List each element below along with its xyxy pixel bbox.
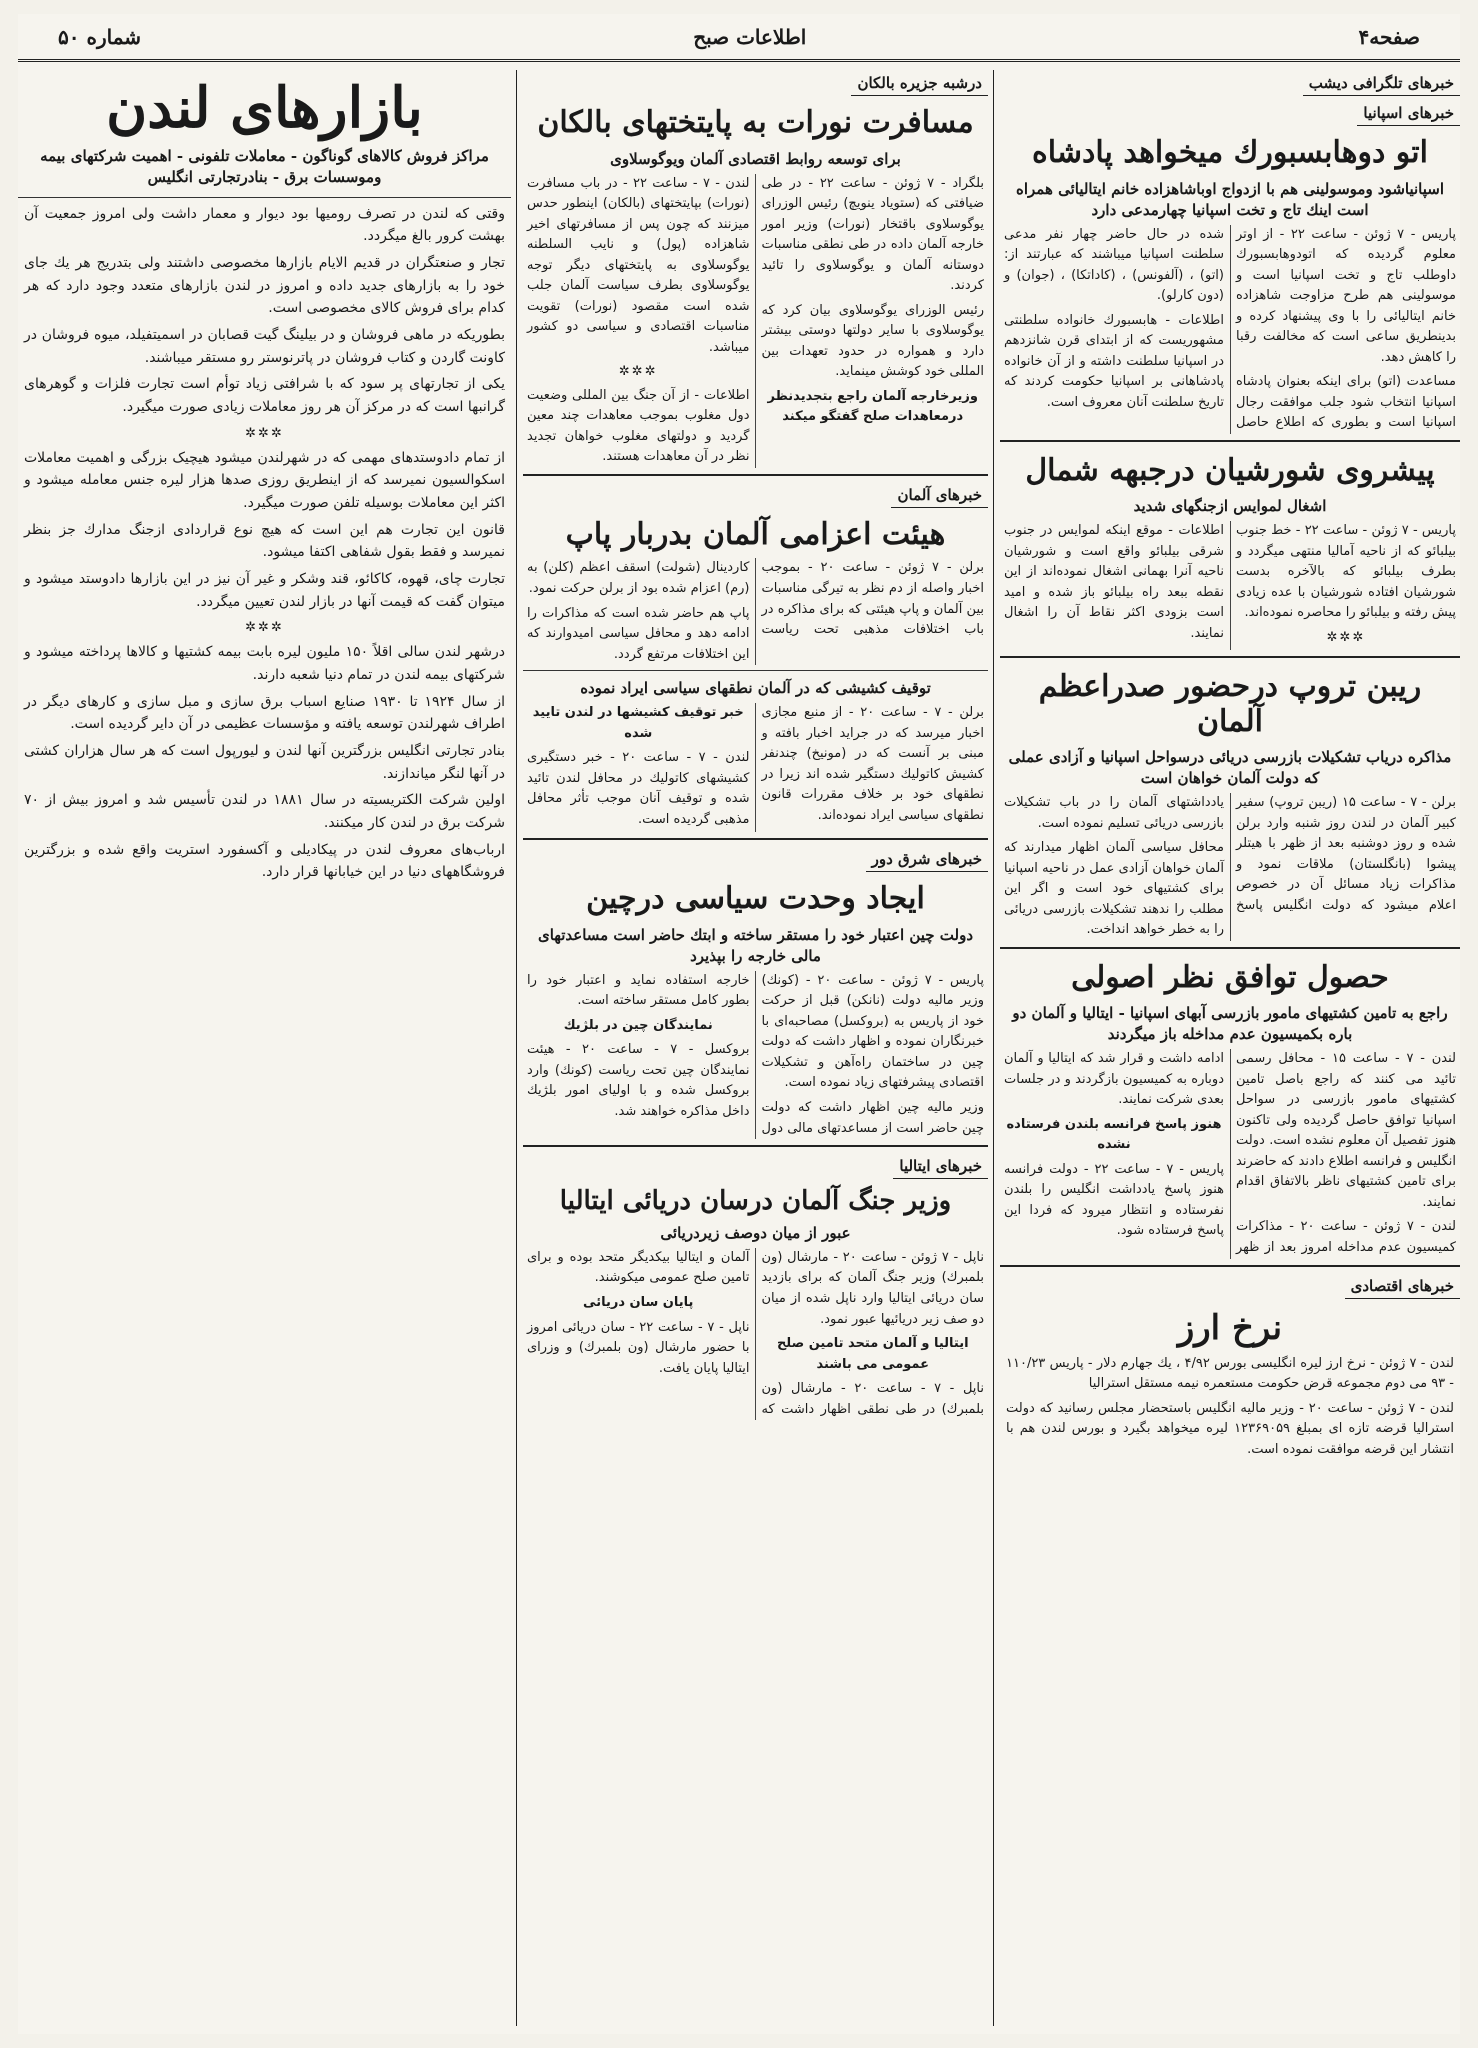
paragraph: درشهر لندن سالی اقلاً ۱۵۰ ملیون لیره بابت بیمه کشتیها و کالاها پرداخته میشود و شرکتهای بیمه لندن در تمام دنیا شعبه دارند. xyxy=(24,644,505,684)
paper-title: اطلاعات صبح xyxy=(693,24,807,49)
right-column xyxy=(1000,70,1460,2026)
paragraph: برلن - ۷ ژوئن - ساعت ۲۰ - بموجب اخبار واصله از دم نظر به تیرگی مناسبات بین آلمان و پاپ هیئتی که برای مذاکره در باب اختلافات مذهبی تحت ریاست کاردینال (شولت) اسقف اعظم (کلن) به (رم) اعزام شده بود از برلن حرکت نمود. xyxy=(527,560,985,638)
middle-column xyxy=(523,70,988,2026)
subheadline: مذاکره دریاب تشکیلات بازرسی دریائی درسواحل اسپانیا و آزادی عملی که دولت آلمان خواهان است xyxy=(1008,748,1452,787)
article-habsburg xyxy=(1000,130,1460,434)
paragraph: یکی از تجارتهای پر سود که با شرافتی زیاد توأم است تجارت فلزات و گوهرهای گرانبها است که در مرکز آن هر روز معاملات زیادی صورت میگیرد. xyxy=(24,376,505,415)
section-label: خبرهای آلمان xyxy=(891,482,988,508)
issue-number: شماره ۵۰ xyxy=(58,24,142,49)
paragraph: ناپل - ۷ ژوئن - ساعت ۲۰ - مارشال (ون بلمبرك) وزیر جنگ آلمان که برای بازدید سان دریائی ایتالیا وارد ناپل شده از میان دو صف زیر دریائیها عبور نمود. xyxy=(761,1249,984,1327)
article-body xyxy=(1000,1049,1460,1258)
paragraph: لندن - ۷ ژوئن - نرخ ارز لیره انگلیسی بورس ۴/۹۲ ، یك جهارم دلار - پاریس ۱۱۰/۲۳ - ۹۳ می دوم مجموعه قرض حکومت مستعمره نیمه مستقل استرالیا xyxy=(1006,1355,1455,1392)
article-vatican-delegation xyxy=(523,512,988,665)
article-body xyxy=(1000,521,1460,650)
paragraph: پاریس - ۷ - ساعت ۲۲ - دولت فرانسه هنوز پاسخ یادداشت انگلیس را بلندن نفرستاده و انتظار میرود که فردا این پاسخ فرستاده شود. xyxy=(1004,1161,1224,1239)
article-body xyxy=(523,558,988,665)
headline: ایجاد وحدت سیاسی درچین xyxy=(586,881,925,917)
newspaper-page xyxy=(18,14,1460,2034)
divider xyxy=(1000,1265,1460,1267)
headline: مسافرت نورات به پایتختهای بالکان xyxy=(537,105,974,140)
paragraph: ناپل - ۷ - ساعت ۲۰ - مارشال (ون بلمبرك) در طی نطقی اظهار داشت که آلمان و ایتالیا بیکدیگر متحد بوده و برای تامین صلح عمومی میکوشند. xyxy=(527,1249,984,1417)
subheadline: برای توسعه روابط اقتصادی آلمان ویوگوسلاوی xyxy=(610,149,901,168)
section-label: خبرهای تلگرافی دیشب xyxy=(1303,70,1460,96)
article-ribbentrop xyxy=(1000,664,1460,941)
separator-stars-icon: ✲✲✲ xyxy=(618,364,658,380)
article-agreement xyxy=(1000,955,1460,1259)
section-label: درشبه جزیره بالکان xyxy=(851,70,988,96)
headline: وزیر جنگ آلمان درسان دریائی ایتالیا xyxy=(559,1186,952,1217)
paragraph: بنادر تجارتی انگلیس بزرگترین آنها لندن و لیورپول است که هر سال هزاران کشتی در آنها لنگر میاندازند. xyxy=(24,743,505,782)
paragraph: ناپل - ۷ - ساعت ۲۲ - سان دریائی امروز با حضور مارشال (ون بلمبرك) و وزرای ایتالیا پایان یافت. xyxy=(527,1319,750,1376)
separator-stars-icon: ✲✲✲ xyxy=(245,425,284,441)
article-neurath xyxy=(523,100,988,468)
masthead xyxy=(18,14,1460,62)
article-body xyxy=(523,703,988,832)
article-body xyxy=(523,971,988,1139)
paragraph: از تمام دادوستدهای مهمی که در شهرلندن میشود هیچیک بزرگی و اهمیت معاملات اسکوالسیون نمیرسد که از اینطریق روزی صدها هزار لیره جنس معامله میشود و اکثر این معاملات بوسیله تلفن صورت میگیرد. xyxy=(24,449,505,512)
page-number: صفحه۴ xyxy=(1358,24,1420,49)
headline: حصول توافق نظر اصولی xyxy=(1071,959,1389,995)
separator-stars-icon: ✲✲✲ xyxy=(245,620,284,636)
paragraph: تجارت چای، قهوه، کاکائو، قند وشکر و غیر آن نیز در این بازارها دادوستد میشود و میتوان گفت که قیمت آنها در بازار لندن تعیین میگردد. xyxy=(24,571,505,610)
paragraph: لندن - ۷ - ساعت ۲۰ - خبر دستگیری کشیشهای کاتولیك در محافل لندن تائید شده و توقیف آنان موجب تأثر محافل مذهبی گردیده است. xyxy=(527,750,750,827)
subheadline: توقیف کشیشی که در آلمان نطقهای سیاسی ایراد نموده xyxy=(580,679,931,698)
paragraph: پایان سان دریائی xyxy=(583,1294,694,1310)
paragraph: هنوز پاسخ فرانسه بلندن فرستاده نشده xyxy=(1006,1116,1222,1153)
divider xyxy=(18,197,511,198)
article-body xyxy=(1000,225,1460,434)
paragraph: وزیر مالیه چین اظهار داشت که دولت چین حاضر است از مساعدتهای مالی دول خارجه استفاده نماید و اعتبار خود را بطور کامل مستقر ساخته است. xyxy=(527,972,984,1136)
paragraph: قانون این تجارت هم این است که هیچ نوع قراردادی ازجنگ مدارك جز بنظر نمیرسد و فقط بقول شفاهی اکتفا میشود. xyxy=(24,521,505,561)
paragraph: نمایندگان چین در بلژیك xyxy=(563,1017,713,1033)
paragraph: پاریس - ۷ ژوئن - ساعت ۲۲ - از اوتر معلوم گردیده که اتودوهابسبورك داوطلب تاج و تخت اسپانیا است و موسولینی هم طرح مزاوجت شاهزاده خانم ایتالیائی را با وی پیشنهاد کرده و بدینطریق ساعی است که مخالفت رقبا را کاهش دهد. xyxy=(1236,226,1456,365)
article-priest-arrest xyxy=(523,676,988,832)
subheadline: مراکز فروش کالاهای گوناگون - معاملات تلفونی - اهمیت شرکتهای بیمه وموسسات برق - بنادرتجارتی انگلیس xyxy=(40,146,489,186)
headline: ریبن تروپ درحضور صدراعظم آلمان xyxy=(1038,669,1422,739)
paragraph: پاریس - ۷ ژوئن - ساعت ۲۲ - خط جنوب بیلبائو که از ناحیه آمالیا منتهی میگردد و بطرف بیلبائو که بالآخره بدست شورشیان افتاده شورشیان با عده زیادی پیش رفته و بیلبائو را محاصره نموده‌اند. xyxy=(1236,523,1456,621)
paragraph: اطلاعات - از آن جنگ بین المللی وضعیت دول مغلوب بموجب معاهدات چند معین گردید و دولتهای مغلوب خواهان تجدید نظر در آن معاهدات هستند. xyxy=(527,387,750,465)
divider xyxy=(1000,947,1460,949)
article-italy-naval-review xyxy=(523,1183,988,1420)
paragraph: لندن - ۷ ژوئن - ساعت ۲۰ - وزیر مالیه انگلیس باستحضار مجلس رسانید که دولت استرالیا قرضه تازه ای بمبلغ ۱۲۳۶۹۰۵۹ لیره میخواهد بگیرد و بورس لندن هم با انتشار این قرضه موافقت نموده است. xyxy=(1006,1400,1454,1457)
paragraph: لندن - ۷ ژوئن - ساعت ۲۰ - مذاکرات کمیسیون عدم مداخله امروز بعد از ظهر ادامه داشت و قرار شد که ایتالیا و آلمان دوباره به کمیسیون بازگردند و در جلسات بعدی شرکت نمایند. xyxy=(1004,1051,1456,1255)
divider xyxy=(523,670,988,671)
column-divider xyxy=(993,70,994,2026)
paragraph: لندن - ۷ - ساعت ۱۵ - محافل رسمی تائید می کنند که راجع باصل تامین کشتیهای مامور بازرسی در سواحل اسپانیا توافق حاصل گردیده ولی تاکنون هنوز تفصیل آن معلوم نشده است. دولت انگلیس و فرانسه اطلاع دادند که حاضرند برای تامین کشتیهای ناظر بالاتفاق اقدام نمایند. xyxy=(1236,1051,1456,1210)
article-exchange-rates xyxy=(1000,1303,1460,1461)
paragraph: خبر توقیف کشیشها در لندن تایید شده xyxy=(532,705,744,741)
divider xyxy=(523,1145,988,1147)
section-label: خبرهای شرق دور xyxy=(866,846,988,872)
subheadline: دولت چین اعتبار خود را مستقر ساخته و ابتك حاضر است مساعدتهای مالی خارجه را بپذیرد xyxy=(537,925,974,965)
subheadline: اسپانیاشود وموسولینی هم با ازدواج اوباشاهزاده خانم ایتالیائی همراه است اینك تاج و تخت اسپانیا چهارمدعی دارد xyxy=(1015,179,1445,219)
subheadline: عبور از میان دوصف زیردریائی xyxy=(660,1223,851,1242)
paragraph: اطلاعات - موقع اینکه لموایس در جنوب شرقی بیلبائو واقع است و شورشیان ناحیه آنرا بهمانی اشغال نموده‌اند از این نقطه ببعد راه بیلبائو باز شده و امید است بزودی اکثر نقاط آن را اشغال نمایند. xyxy=(1004,523,1224,641)
paragraph: اولین شرکت الکتریسیته در سال ۱۸۸۱ در لندن تأسیس شد و امروز بیش از ۷۰ شرکت برق در لندن کار میکنند. xyxy=(24,792,505,832)
paragraph: پاپ هم حاضر شده است که مذاکرات را ادامه دهد و محافل سیاسی امیدوارند که این اختلافات مرتفع گردد. xyxy=(527,605,750,662)
paragraph: بطوریکه در ماهی فروشان و در بیلینگ گیت قصابان در اسمیتفیلد، میوه فروشان در کاونت گاردن و کتاب فروشان در پاترنوستر رو مستقر میباشند. xyxy=(24,326,505,366)
paragraph: برلن - ۷ - ساعت ۱۵ (ریبن تروپ) سفیر کبیر آلمان در لندن روز شنبه وارد برلن شده و روز دوشنبه بعد از ظهر با هیتلر پیشوا (بانگلستان) ملاقات نمود و مذاکرات زیاد مسائل آن در خصوص اعلام میشود که دولت انگلیس پاسخ یادداشتهای آلمان را در باب تشکیلات بازرسی دریائی تسلیم نموده است. xyxy=(1004,795,1456,913)
paragraph: مساعدت (اتو) برای اینکه بعنوان پادشاه اسپانیا انتخاب شود جلب موافقت رجال اسپانیا است و بطوری که اطلاع حاصل شده در حال حاضر چهار نفر مدعی سلطنت اسپانیا میباشند که عبارتند از: (اتو) ، (آلفونس) ، (کاداتکا) ، (جوان) و (دون کارلو). xyxy=(1004,226,1456,431)
divider xyxy=(1000,656,1460,658)
article-body xyxy=(18,203,511,885)
headline: بازارهای لندن xyxy=(106,75,423,141)
paragraph: برلن - ۷ - ساعت ۲۰ - از منبع مجازی اخبار میرسد که در جراید اخبار بافته و مبنی بر آنست که در (مونیخ) چندنفر کشیش کاتولیك دستگیر شده اند زیرا در نطقهای خود بر خلاف مقررات قانون نطقهای سیاسی ایراد نموده‌اند. xyxy=(761,705,985,823)
paragraph: ارباب‌های معروف لندن در پیکادیلی و آکسفورد استریت واقع شده و بزرگترین فروشگاههای دنیا در این خیابانها قرار دارد. xyxy=(24,841,505,881)
divider xyxy=(523,474,988,476)
subheadline: اشغال لموایس ازجنگهای شدید xyxy=(1133,497,1327,516)
paragraph: بلگراد - ۷ ژوئن - ساعت ۲۲ - در طی ضیافتی که (ستویاد ینویچ) رئیس الوزرای یوگوسلاوی باقتخار (نورات) وزیر امور خارجه آلمان داده در طی نطقی مناسبات دوستانه آلمان و یوگوسلاوی را تائید کردند. xyxy=(761,175,985,294)
left-column xyxy=(18,70,511,2026)
paragraph: از سال ۱۹۲۴ تا ۱۹۳۰ صنایع اسباب برق سازی و مبل سازی و کارهای دیگر در اطراف شهرلندن توسعه یافته و مؤسسات عظیمی در آن دایر گردیده است. xyxy=(24,693,506,733)
article-body xyxy=(523,1248,988,1420)
article-body xyxy=(1000,793,1460,941)
article-china-unity xyxy=(523,876,988,1139)
section-label: خبرهای اقتصادی xyxy=(1345,1273,1460,1299)
article-london-markets xyxy=(18,70,511,884)
paragraph: ایتالیا و آلمان متحد تامین صلح عمومی می باشند xyxy=(776,1336,969,1372)
article-body xyxy=(523,174,988,468)
paragraph: وزیرخارجه آلمان راجع بتجدیدنظر درمعاهدات صلح گفتگو میکند xyxy=(767,388,978,425)
column-divider xyxy=(516,70,517,2026)
paragraph: لندن - ۷ - ساعت ۲۲ - در باب مسافرت (نورات) بپایتختهای (بالکان) اینطور حدس میزنند که چون پس از مسافرتهای اخیر شاهزاده (پول) و نایب السلطنه یوگوسلاوی به پایتختهای دیگر توجه یوگوسلاوی بطرف سیاست آلمان جلب شده است مقصود (نورات) تقویت مناسبات اقتصادی و سیاسی دو کشور میباشد. xyxy=(527,175,750,355)
section-label: خبرهای اسپانیا xyxy=(1357,100,1460,126)
divider xyxy=(1000,440,1460,442)
paragraph: پاریس - ۷ ژوئن - ساعت ۲۰ - (کونك) وزیر مالیه دولت (نانکن) قبل از حرکت خود از پاریس به (بروکسل) مصاحبه‌ای با خبرنگاران نموده و اظهار داشت که دولت چین در ساختمان راه‌آهن و تشکیلات اقتصادی پیشرفتهای زیاد نموده است. xyxy=(761,972,984,1091)
article-body xyxy=(1000,1354,1460,1461)
separator-stars-icon: ✲✲✲ xyxy=(1326,629,1366,645)
paragraph: بروکسل - ۷ - ساعت ۲۰ - هیئت نمایندگان چین تحت ریاست (کونك) وارد بروکسل شده و با اولیای امور بلژیك داخل مذاکره خواهند شد. xyxy=(527,1042,750,1119)
paragraph: تجار و صنعتگران در قدیم الایام بازارها مخصوصی داشتند ولی بتدریج هر یك جای خود را به بازارهای جدید داده و امروز در لندن بازارهای متعدد وجود دارد که هر کدام برای فروش کالای مخصوصی است. xyxy=(24,254,505,317)
paragraph: رئیس الوزرای یوگوسلاوی بیان کرد که یوگوسلاوی با سایر دولتها دوستی بیشتر دارد و همواره در حدود تعهدات بین المللی خود کوشش مینماید. xyxy=(761,302,984,380)
paragraph: وقتی که لندن در تصرف رومیها بود دیوار و معمار داشت ولی امروز جمعیت آن بهشت کرور بالغ میگردد. xyxy=(24,205,505,245)
paragraph: محافل سیاسی آلمان اظهار میدارند که آلمان خواهان آزادی عمل در ناحیه اسپانیا برای کشتیهای خود است و اگر این مطلب را ندهند تشکیلات بازرسی دریائی را به خطر خواهد انداخت. xyxy=(1004,840,1224,938)
subheadline: راجع به تامین کشتیهای مامور بازرسی آبهای اسپانیا - ایتالیا و آلمان دو باره بکمیسیون عدم مداخله باز میگردند xyxy=(1012,1004,1448,1044)
headline: اتو دوهابسبورك ميخواهد پادشاه xyxy=(1032,135,1428,170)
section-label: خبرهای ایتالیا xyxy=(893,1153,988,1179)
paragraph: اطلاعات - هابسبورك خانواده سلطنتی مشهوریست که از ابتدای قرن شانزدهم در اسپانیا سلطنت داشته و از آن خانواده پادشاهانی بر اسپانیا حکومت کردند که تاریخ سلطنت آنان معروف است. xyxy=(1004,312,1224,410)
divider xyxy=(523,838,988,840)
headline: نرخ ارز xyxy=(1177,1307,1283,1348)
article-rebel-advance xyxy=(1000,448,1460,650)
headline: هیئت اعزامی آلمان بدربار پاپ xyxy=(565,516,946,552)
headline: پیشروی شورشیان درجبهه شمال xyxy=(1025,452,1435,488)
